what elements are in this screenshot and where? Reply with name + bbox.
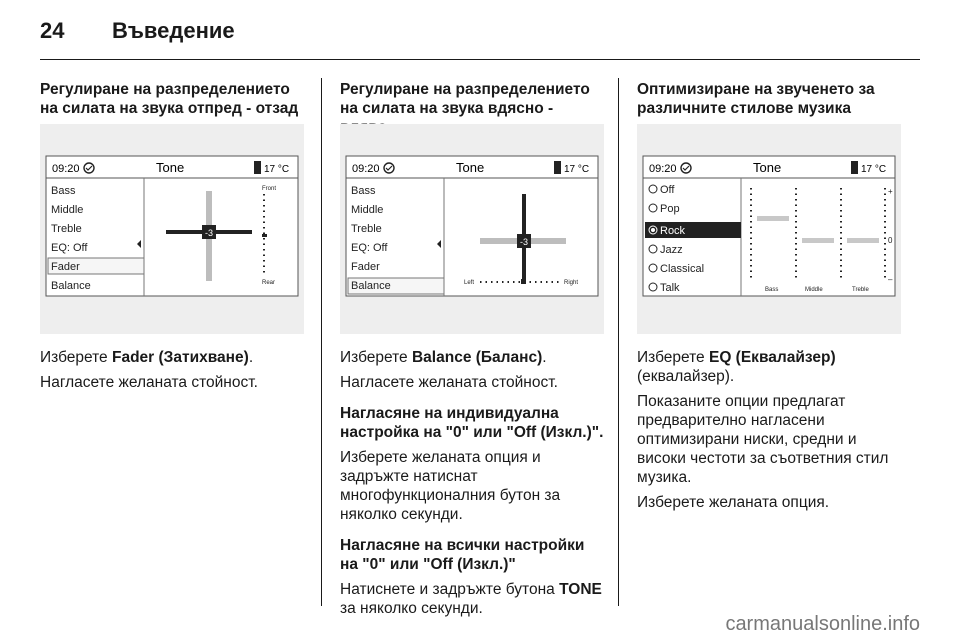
fader-front-label: Front [262,186,277,192]
thermometer-icon [254,161,261,174]
balance-left-label: Left [464,280,475,286]
thermometer-icon [554,161,561,174]
screen-heading: Tone [456,160,485,175]
column-fader [40,80,304,398]
eq-band-middle: Middle [805,287,823,293]
column-divider [321,78,322,606]
page-header [40,18,235,44]
menu-item-middle[interactable]: Middle [51,204,84,216]
header-rule [40,59,920,60]
svg-text:Rock: Rock [660,225,686,237]
column-eq [637,80,901,518]
page-number: 24 [40,18,65,43]
eq-band-bass: Bass [765,287,779,293]
balance-title: Регулиране на разпределението на силата на звука вдясно - [340,81,590,117]
thermometer-icon [851,161,858,174]
menu-item-bass[interactable]: Bass [351,185,376,197]
eq-screenshot [637,124,901,334]
menu-item-balance[interactable]: Balance [351,280,391,292]
svg-text:Pop: Pop [660,203,680,215]
fader-instruction: Изберете Fader (Затихване). [40,349,254,366]
watermark: carmanualsonline.info [725,613,920,635]
balance-value: -3 [519,237,529,247]
reset-single-heading: Нагласяне на индивидуална настройка на "0" или "Off (Изкл.)". [340,405,604,441]
menu-item-fader[interactable]: Fader [351,261,380,273]
menu-item-fader[interactable]: Fader [51,261,80,273]
svg-text:Off: Off [660,184,675,196]
menu-item-middle[interactable]: Middle [351,204,384,216]
screen-temp: 17 °C [861,164,887,175]
reset-all-heading: Нагласяне на всички настройки на "0" или "Off (Изкл.)" [340,537,585,573]
svg-text:Talk: Talk [660,282,680,294]
menu-item-bass[interactable]: Bass [51,185,76,197]
reset-single-text: Изберете желаната опция и задръжте натиснат многофункционалния бутон за няколко секунди. [340,449,561,523]
menu-item-treble[interactable]: Treble [351,223,382,235]
eq-title: Оптимизиране на звученето за различните стилове музика [637,81,875,117]
screen-heading: Tone [753,160,782,175]
fader-value: -3 [204,228,214,238]
section-title: Въведение [112,18,235,43]
eq-zero-label: 0 [888,236,893,245]
menu-item-treble[interactable]: Treble [51,223,82,235]
screen-temp: 17 °C [564,164,590,175]
fader-title: Регулиране на разпределението на силата на звука отпред - отзад [40,81,299,117]
screen-time: 09:20 [52,163,80,175]
svg-text:Classical: Classical [660,263,705,275]
eq-description: Показаните опции предлагат предварително нагласени оптимизирани ниски, средни и високи честоти за съответния стил музика. [637,393,889,486]
screen-temp: 17 °C [264,164,290,175]
eq-plus-label: + [888,187,893,196]
eq-band-treble: Treble [852,287,869,293]
fader-screenshot [40,124,304,334]
svg-text:Jazz: Jazz [660,244,683,256]
fader-adjust: Нагласете желаната стойност. [40,374,258,391]
eq-minus-label: – [888,275,893,284]
column-divider [618,78,619,606]
eq-select: Изберете желаната опция. [637,494,830,511]
menu-item-eq[interactable]: EQ: Off [351,242,388,254]
balance-adjust: Нагласете желаната стойност. [340,374,558,391]
menu-item-balance[interactable]: Balance [51,280,91,292]
balance-screenshot [340,124,604,334]
column-balance [340,80,604,624]
reset-all-text: Натиснете и задръжте бутона TONE за няколко секунди. [340,581,602,617]
balance-instruction: Изберете Balance (Баланс). [340,349,547,366]
eq-bar-bass [757,216,789,221]
screen-heading: Tone [156,160,185,175]
eq-instruction: Изберете EQ (Еквалайзер) (еквалайзер). [637,349,836,385]
eq-bar-middle [802,238,834,243]
balance-right-label: Right [564,280,579,286]
fader-rear-label: Rear [262,280,276,286]
eq-bar-treble [847,238,879,243]
screen-time: 09:20 [649,163,677,175]
menu-item-eq[interactable]: EQ: Off [51,242,88,254]
screen-time: 09:20 [352,163,380,175]
